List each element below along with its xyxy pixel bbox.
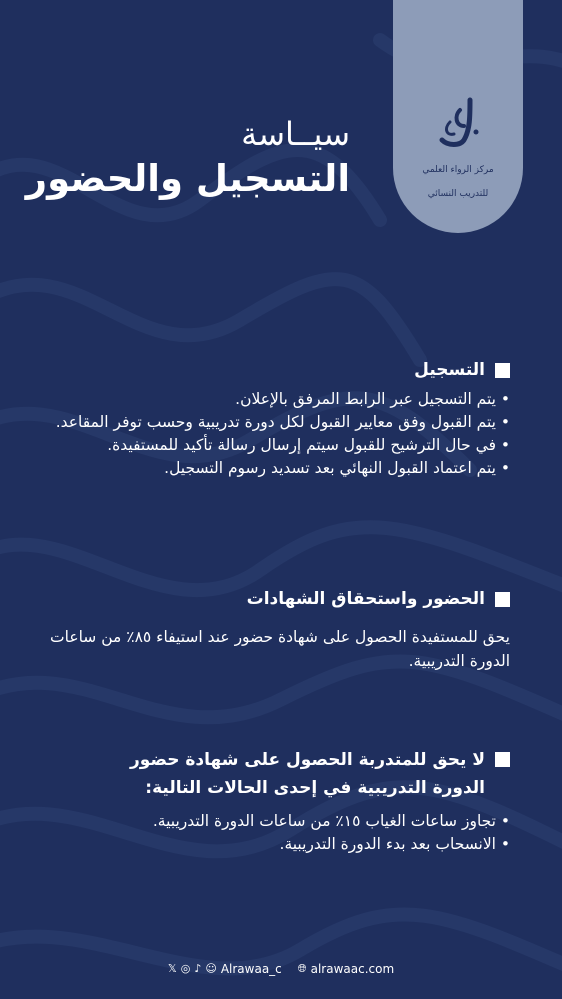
list-item: • في حال الترشيح للقبول سيتم إرسال رسالة تأكيد للمستفيدة.: [50, 434, 510, 457]
tiktok-icon[interactable]: ♪: [194, 962, 202, 975]
social-handle[interactable]: Alrawaa_c: [220, 962, 282, 976]
list-item: • يتم التسجيل عبر الرابط المرفق بالإعلان.: [50, 388, 510, 411]
list-item: • يتم اعتماد القبول النهائي بعد تسديد رسوم التسجيل.: [50, 457, 510, 480]
list-item: • يتم القبول وفق معايير القبول لكل دورة تدريبية وحسب توفر المقاعد.: [50, 411, 510, 434]
attendance-section: [50, 587, 510, 673]
list-item: • تجاوز ساعات الغياب ١٥٪ من ساعات الدورة التدريبية.: [90, 810, 510, 833]
instagram-icon[interactable]: ◎: [180, 962, 191, 975]
website-text[interactable]: alrawaac.com: [310, 962, 395, 976]
social-links: [168, 962, 282, 976]
heading-square-icon: [495, 752, 510, 767]
attendance-heading-label: الحضور واستحقاق الشهادات: [246, 589, 485, 609]
title-sub: سيــاسة: [241, 115, 350, 153]
attendance-text: يحق للمستفيدة الحصول على شهادة حضور عند استيفاء ٨٥٪ من ساعات الدورة التدريبية.: [50, 628, 510, 670]
no-certificate-heading-label: لا يحق للمتدربة الحصول على شهادة حضور الدورة التدريبية في إحدى الحالات التالية:: [130, 750, 485, 798]
logo-mark-icon: [434, 96, 482, 148]
snapchat-icon[interactable]: ☺: [205, 962, 217, 975]
list-item: • الانسحاب بعد بدء الدورة التدريبية.: [90, 833, 510, 856]
footer: [0, 962, 562, 976]
attendance-heading: [50, 587, 510, 611]
no-certificate-section: [90, 746, 510, 856]
website-link[interactable]: [298, 962, 394, 976]
registration-heading: [50, 358, 510, 382]
logo-badge: [393, 0, 523, 233]
no-certificate-list: [90, 810, 510, 856]
registration-list: [50, 388, 510, 480]
heading-square-icon: [495, 592, 510, 607]
logo-text: [422, 152, 493, 212]
logo-line-2: للتدريب النسائي: [427, 189, 489, 199]
page-title: [26, 112, 350, 202]
registration-section: [50, 358, 510, 480]
logo-line-1: مركز الرواء العلمي: [422, 165, 494, 175]
globe-icon: 🌐︎: [297, 962, 307, 975]
registration-heading-label: التسجيل: [414, 360, 485, 380]
no-certificate-heading: [90, 746, 510, 802]
x-icon[interactable]: 𝕏: [167, 962, 177, 975]
title-main: التسجيل والحضور: [25, 157, 350, 200]
heading-square-icon: [495, 363, 510, 378]
